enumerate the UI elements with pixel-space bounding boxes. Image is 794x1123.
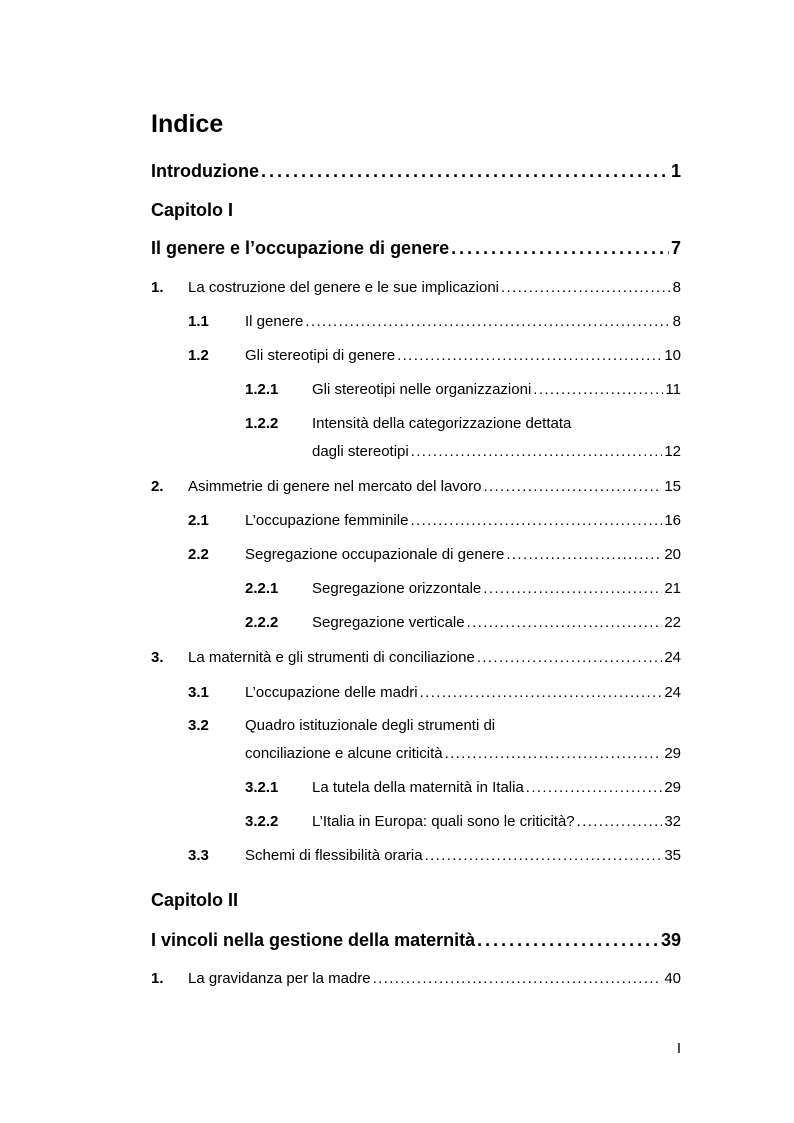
toc-label: Segregazione orizzontale (312, 580, 482, 597)
toc-page: 11 (665, 381, 681, 398)
toc-page: 1 (670, 161, 681, 181)
toc-entry[interactable] (245, 813, 681, 830)
toc-page: 32 (664, 813, 681, 830)
dot-leader (451, 238, 669, 259)
toc-page: 29 (664, 745, 681, 762)
dot-leader (420, 684, 663, 701)
toc-number: 1.2 (188, 347, 209, 364)
toc-label: Il genere (245, 313, 304, 330)
toc-number: 1. (151, 279, 164, 296)
toc-label: L’occupazione delle madri (245, 684, 418, 701)
toc-entry-first-line[interactable] (188, 717, 495, 734)
toc-label: Gli stereotipi nelle organizzazioni (312, 381, 532, 398)
toc-number: 3.3 (188, 847, 209, 864)
dot-leader (445, 745, 663, 762)
toc-entry[interactable] (151, 478, 681, 495)
toc-number: 3. (151, 649, 164, 666)
toc-page: 10 (664, 347, 681, 364)
dot-leader (577, 813, 663, 830)
toc-entry-chapter-title[interactable] (151, 238, 681, 259)
toc-label: Intensità della categorizzazione dettata (312, 415, 572, 432)
toc-label: L’occupazione femminile (245, 512, 409, 529)
toc-label: Quadro istituzionale degli strumenti di (245, 717, 496, 734)
toc-label: I vincoli nella gestione della maternità (151, 930, 476, 950)
toc-label: La costruzione del genere e le sue implicazioni (188, 279, 500, 296)
toc-number: 1.2.2 (245, 415, 279, 432)
toc-label: Segregazione verticale (312, 614, 465, 631)
toc-number: 1.2.1 (245, 381, 279, 398)
toc-page: 35 (664, 847, 681, 864)
toc-entry-first-line[interactable] (245, 415, 571, 432)
toc-page: 12 (664, 443, 681, 460)
toc-entry[interactable] (151, 279, 681, 296)
toc-label: La gravidanza per la madre (188, 970, 371, 987)
toc-number: 2.2.1 (245, 580, 279, 597)
toc-number: 2.2.2 (245, 614, 279, 631)
toc-page: 40 (664, 970, 681, 987)
toc-page: 24 (664, 684, 681, 701)
toc-entry[interactable] (188, 347, 681, 364)
toc-entry-chapter-title[interactable] (151, 930, 681, 951)
toc-entry[interactable] (312, 443, 681, 460)
toc-page: 15 (664, 478, 681, 495)
toc-entry-introduzione[interactable] (151, 161, 681, 182)
dot-leader (501, 279, 671, 296)
toc-entry[interactable] (245, 779, 681, 796)
toc-entry[interactable] (151, 649, 681, 666)
toc-page: 16 (664, 512, 681, 529)
toc-entry[interactable] (245, 745, 681, 762)
dot-leader (526, 779, 663, 796)
dot-leader (483, 478, 662, 495)
toc-entry[interactable] (188, 847, 681, 864)
toc-number: 1.1 (188, 313, 209, 330)
toc-entry[interactable] (188, 546, 681, 563)
toc-page: 39 (660, 930, 681, 950)
toc-entry[interactable] (188, 684, 681, 701)
dot-leader (477, 649, 663, 666)
toc-number: 2. (151, 478, 164, 495)
toc-label: conciliazione e alcune criticità (245, 745, 443, 762)
page-number: I (676, 1040, 681, 1057)
dot-leader (397, 347, 662, 364)
toc-label: Segregazione occupazionale di genere (245, 546, 505, 563)
toc-label: Gli stereotipi di genere (245, 347, 396, 364)
dot-leader (410, 512, 662, 529)
dot-leader (533, 381, 663, 398)
toc-entry[interactable] (188, 313, 681, 330)
toc-number: 2.1 (188, 512, 209, 529)
toc-label: dagli stereotipi (312, 443, 409, 460)
toc-number: 3.1 (188, 684, 209, 701)
toc-page: 24 (664, 649, 681, 666)
toc-page: 22 (664, 614, 681, 631)
toc-entry[interactable] (151, 970, 681, 987)
dot-leader (467, 614, 663, 631)
toc-entry[interactable] (188, 512, 681, 529)
chapter-heading: Capitolo I (151, 200, 233, 220)
toc-number: 3.2 (188, 717, 209, 734)
toc-label: La maternità e gli strumenti di conciliazione (188, 649, 475, 666)
toc-page: 8 (672, 279, 681, 296)
toc-page: 21 (664, 580, 681, 597)
dot-leader (305, 313, 670, 330)
page-title: Indice (151, 110, 224, 138)
dot-leader (477, 930, 659, 951)
chapter-heading: Capitolo II (151, 890, 238, 910)
toc-number: 3.2.1 (245, 779, 279, 796)
toc-number: 3.2.2 (245, 813, 279, 830)
toc-page: 8 (672, 313, 681, 330)
toc-entry[interactable] (245, 580, 681, 597)
toc-entry[interactable] (245, 381, 681, 398)
toc-entry[interactable] (245, 614, 681, 631)
toc-label: Il genere e l’occupazione di genere (151, 238, 450, 258)
dot-leader (261, 161, 669, 182)
toc-number: 1. (151, 970, 164, 987)
toc-label: Asimmetrie di genere nel mercato del lavoro (188, 478, 482, 495)
dot-leader (506, 546, 662, 563)
dot-leader (373, 970, 663, 987)
toc-page: 29 (664, 779, 681, 796)
dot-leader (411, 443, 663, 460)
toc-page: 20 (664, 546, 681, 563)
toc-label: Introduzione (151, 161, 259, 181)
toc-label: La tutela della maternità in Italia (312, 779, 524, 796)
toc-label: Schemi di flessibilità oraria (245, 847, 423, 864)
dot-leader (425, 847, 663, 864)
toc-page: 7 (670, 238, 681, 258)
dot-leader (483, 580, 662, 597)
toc-label: L’Italia in Europa: quali sono le criticità? (312, 813, 575, 830)
toc-number: 2.2 (188, 546, 209, 563)
